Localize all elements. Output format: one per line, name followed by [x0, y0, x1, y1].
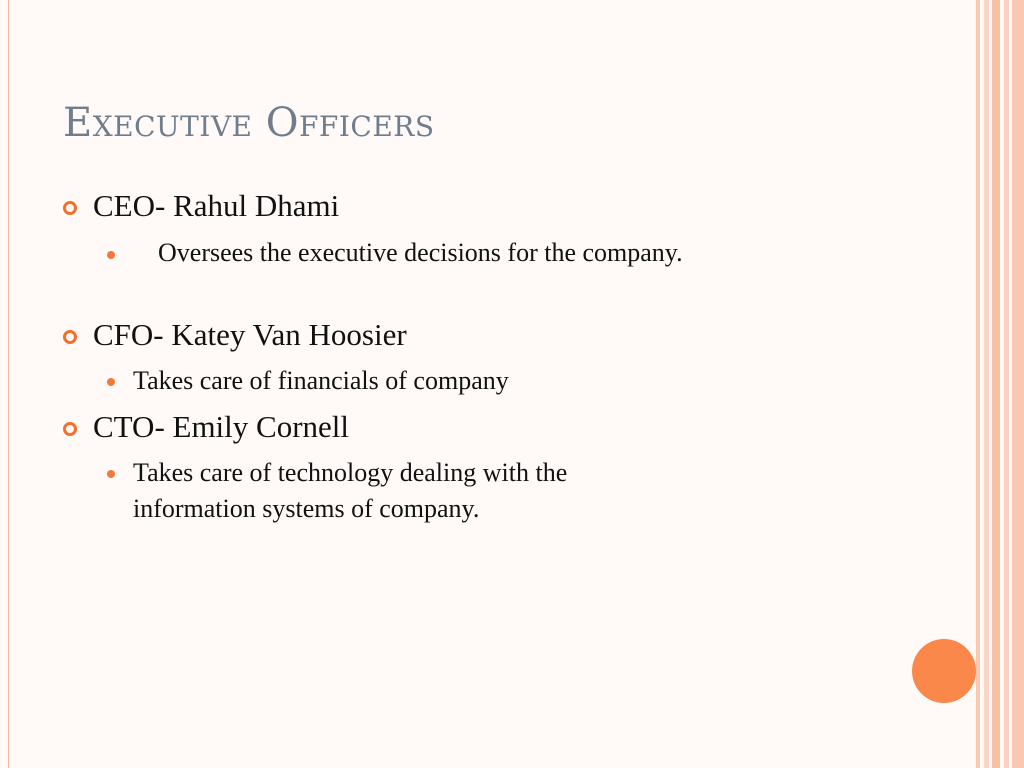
ring-bullet-icon [63, 201, 77, 215]
decorative-stripe [1012, 0, 1024, 768]
bullet-ceo: CEO- Rahul Dhami [93, 188, 340, 223]
decorative-circle [912, 639, 976, 703]
sub-bullet-cfo: Takes care of financials of company [133, 366, 509, 395]
bullet-cfo: CFO- Katey Van Hoosier [93, 317, 407, 352]
slide-title: Executive Officers [63, 100, 435, 146]
left-border-line [8, 0, 9, 768]
sub-bullet-cto-line1: Takes care of technology dealing with the [133, 458, 568, 487]
decorative-stripe [1004, 0, 1009, 768]
sub-bullet-ceo: Oversees the executive decisions for the company. [158, 238, 683, 267]
decorative-stripe [976, 0, 980, 768]
decorative-stripe [984, 0, 989, 768]
decorative-stripe [992, 0, 1000, 768]
ring-bullet-icon [63, 330, 77, 344]
dot-bullet-icon [107, 251, 115, 259]
ring-bullet-icon [63, 422, 77, 436]
sub-bullet-cto-line2: information systems of company. [133, 494, 480, 523]
dot-bullet-icon [107, 378, 115, 386]
dot-bullet-icon [107, 470, 115, 478]
bullet-cto: CTO- Emily Cornell [93, 409, 350, 444]
